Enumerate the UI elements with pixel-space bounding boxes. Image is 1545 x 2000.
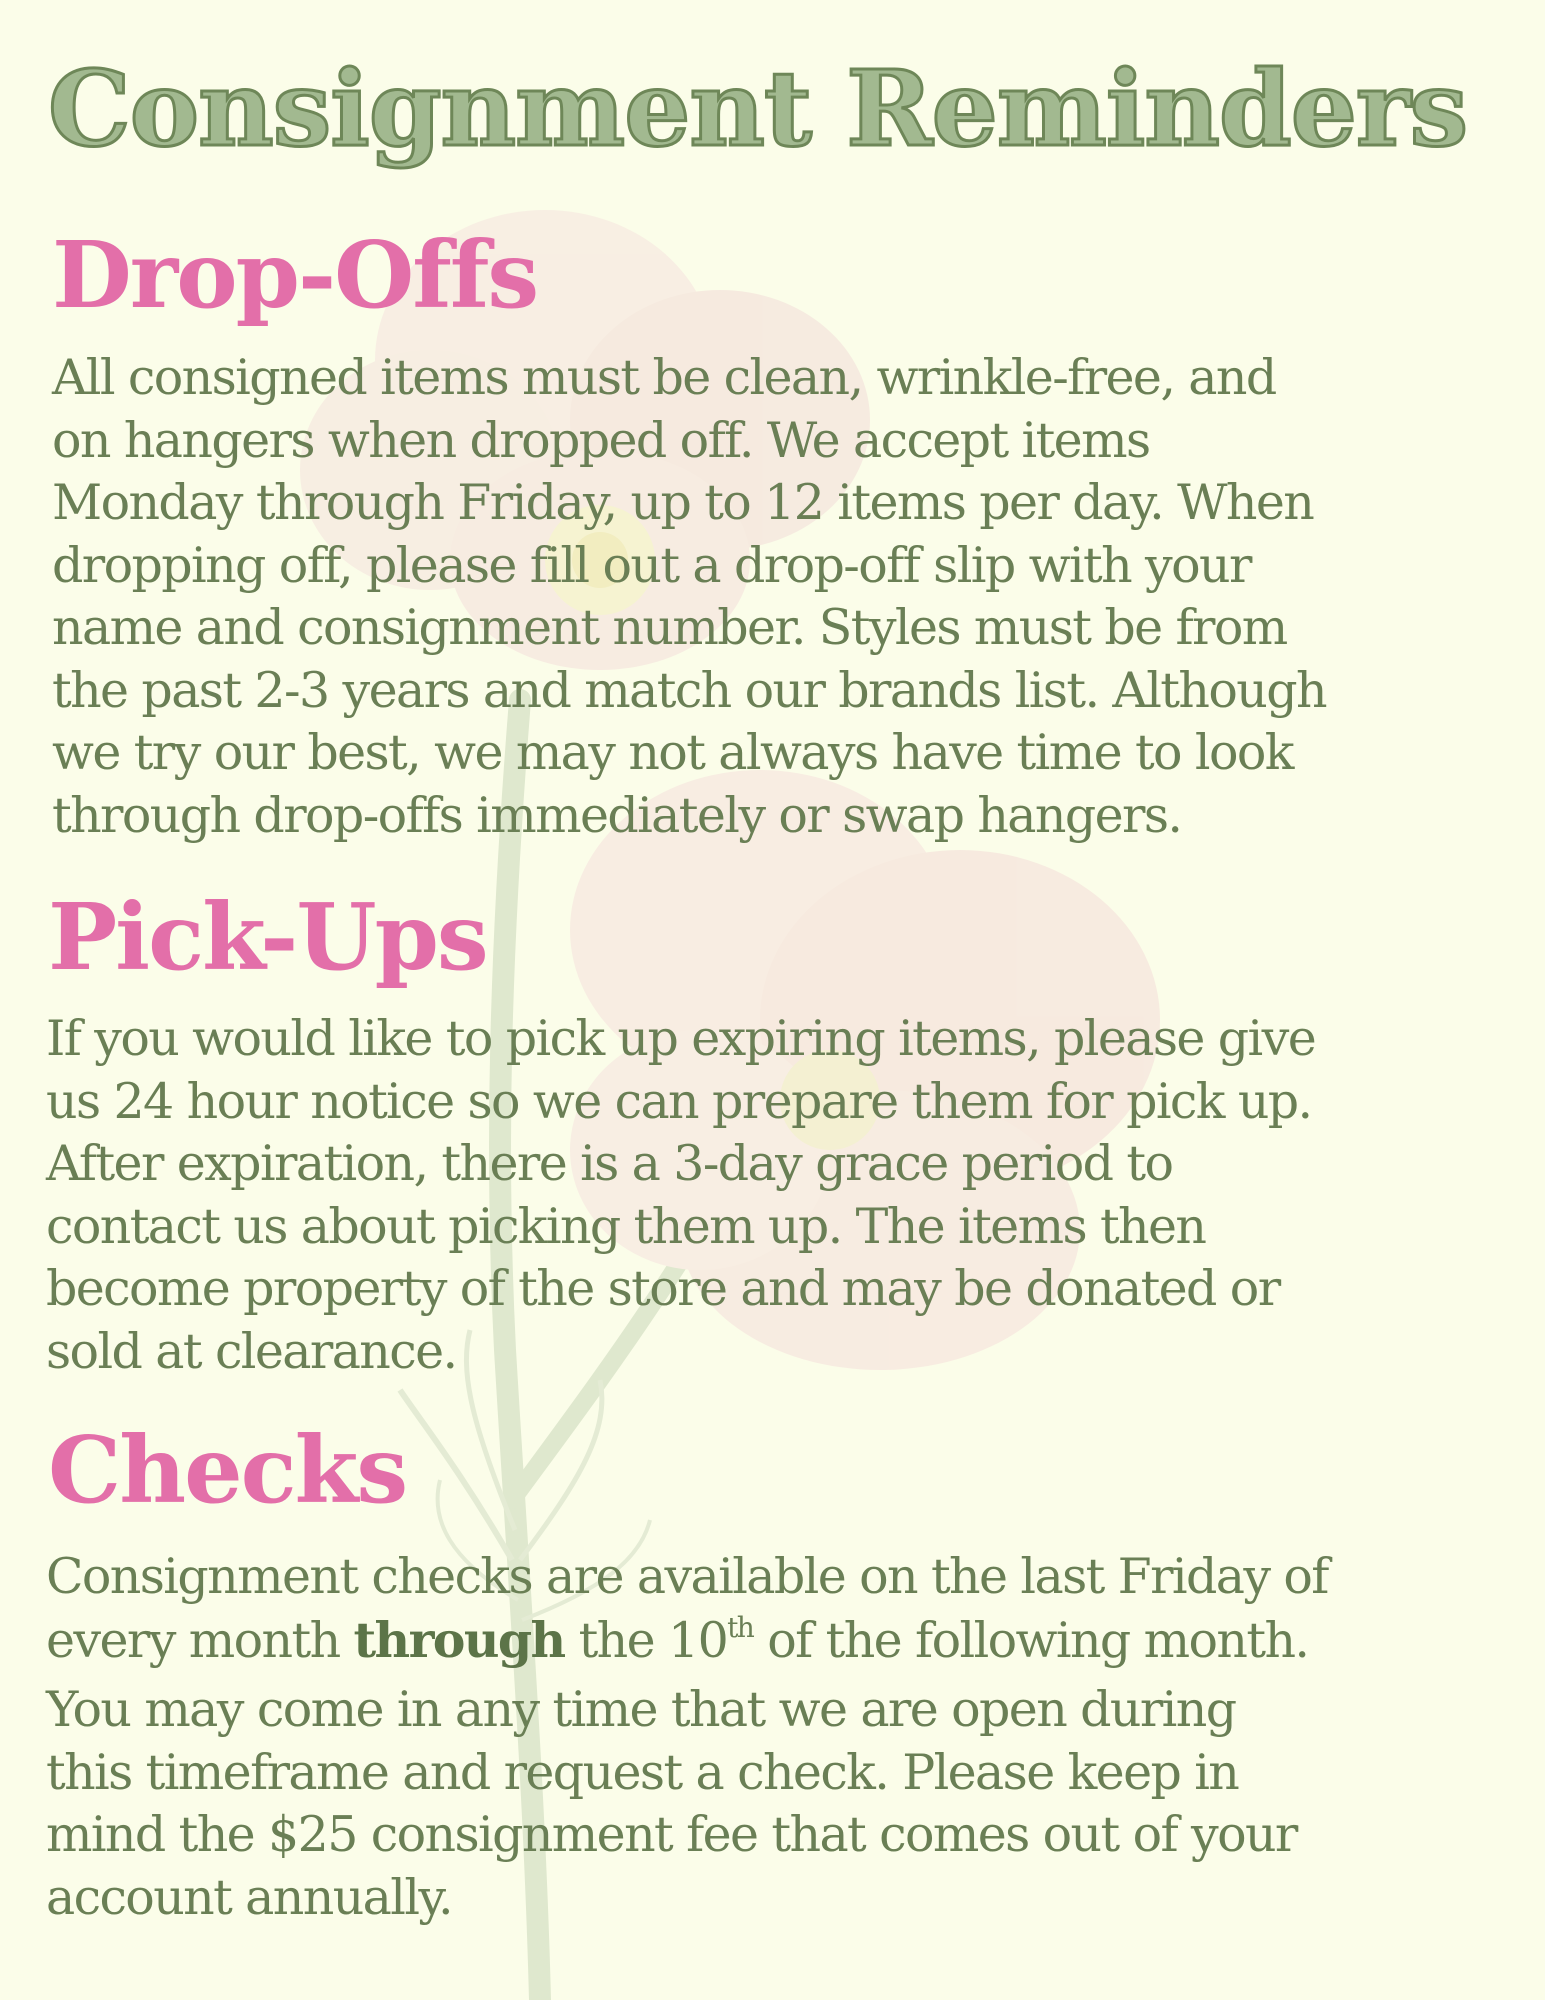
pickups-heading: Pick-Ups	[48, 883, 487, 991]
pickups-body	[46, 1008, 1315, 1383]
dropoffs-body	[52, 347, 1326, 847]
dropoffs-line: All consigned items must be clean, wrinkle-free, and	[52, 349, 1276, 406]
pickups-line: become property of the store and may be donated or	[46, 1260, 1280, 1317]
checks-line-text: the 10	[564, 1611, 728, 1669]
checks-line-text: of the following month.	[753, 1611, 1309, 1669]
checks-line-text: every month	[46, 1611, 354, 1669]
dropoffs-heading: Drop-Offs	[52, 221, 538, 329]
pickups-line: contact us about picking them up. The items then	[46, 1197, 1206, 1255]
dropoffs-line: through drop-offs immediately or swap hangers.	[52, 786, 1182, 844]
checks-body	[46, 1546, 1328, 1929]
checks-line	[46, 1609, 1328, 1680]
checks-heading: Checks	[48, 1416, 407, 1524]
checks-line: this timeframe and request a check. Please keep in	[46, 1743, 1239, 1801]
dropoffs-line: name and consignment number. Styles must be from	[52, 599, 1287, 656]
emphasis-text: through	[353, 1610, 565, 1669]
checks-line: mind the $25 consignment fee that comes out of your	[46, 1806, 1297, 1863]
dropoffs-line: Monday through Friday, up to 12 items per day. When	[52, 474, 1314, 531]
pickups-line: If you would like to pick up expiring items, please give	[46, 1010, 1316, 1067]
ordinal-superscript: th	[727, 1610, 754, 1644]
page-title: Consignment Reminders	[48, 47, 1468, 170]
dropoffs-line: dropping off, please fill out a drop-off slip with your	[52, 536, 1251, 594]
dropoffs-line: we try our best, we may not always have time to look	[52, 724, 1293, 781]
checks-line: Consignment checks are available on the last Friday of	[46, 1548, 1328, 1605]
checks-line: You may come in any time that we are open during	[46, 1681, 1236, 1738]
pickups-line: sold at clearance.	[46, 1322, 457, 1380]
pickups-line: After expiration, there is a 3-day grace period to	[46, 1135, 1173, 1192]
checks-line: account annually.	[46, 1868, 452, 1926]
pickups-line: us 24 hour notice so we can prepare them for pick up.	[46, 1072, 1312, 1130]
dropoffs-line: on hangers when dropped off. We accept items	[52, 411, 1150, 469]
dropoffs-line: the past 2-3 years and match our brands list. Although	[52, 661, 1326, 719]
